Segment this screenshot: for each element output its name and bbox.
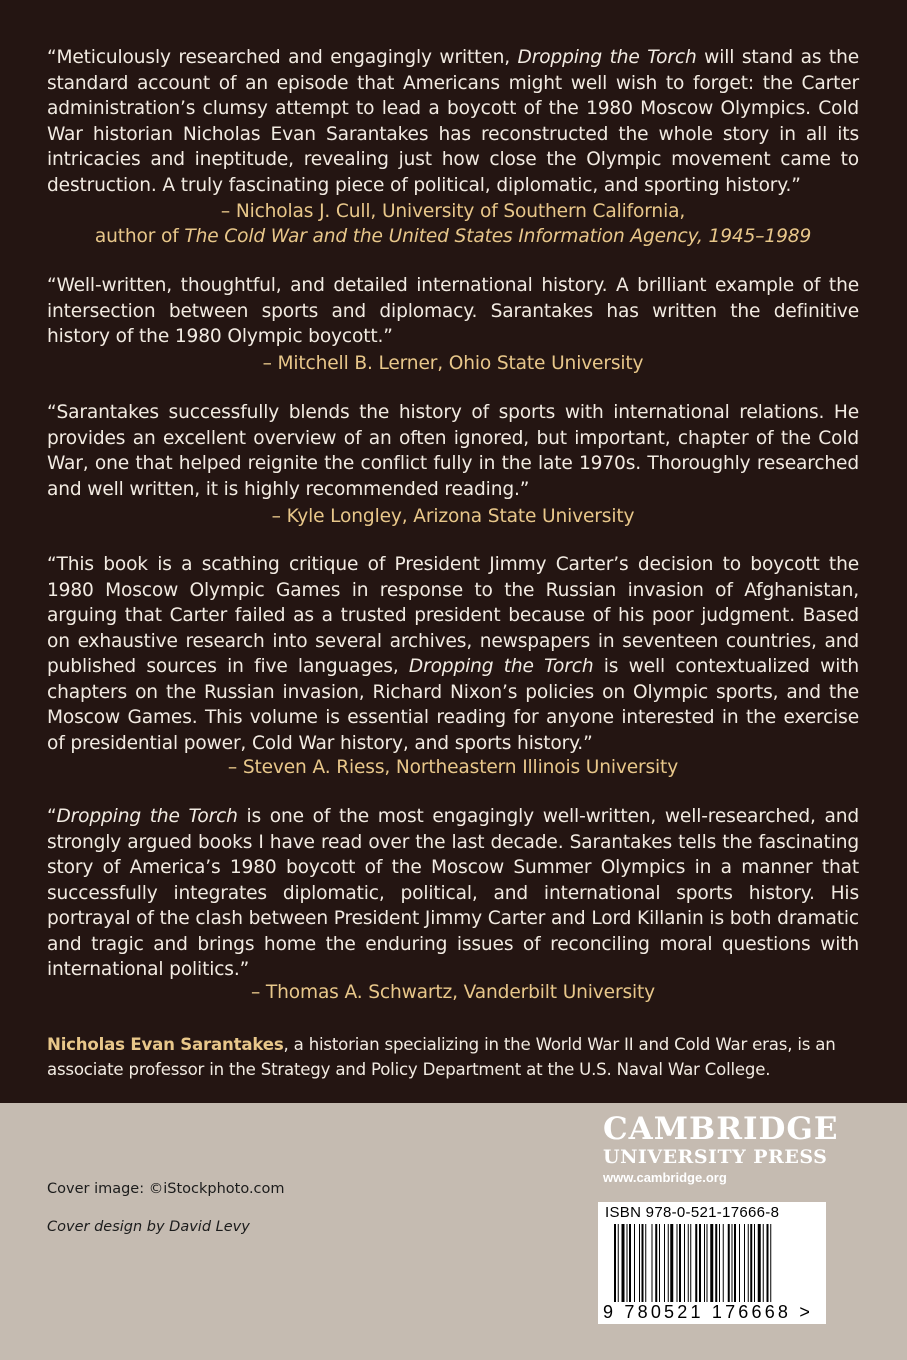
publisher-subtitle: UNIVERSITY PRESS [603,1146,828,1168]
review-quote-4: “This book is a scathing critique of President Jimmy Carter’s decision to boycott the 1980 Moscow Olympic Games in response to the Russian invasion of Afghanistan, arguing that Carter failed as a trusted president because of his poor judgment. Based on exhaustive research into several archives, newspapers in seventeen countries, and published sources in five languages, Dropping the Torch is well contextualized with chapters on the Russian invasion, Richard Nixon’s policies on Olympic sports, and the Moscow Games. This volume is essential reading for anyone interested in the exercise of presidential power, Cold War history, and sports history.” [47,554,859,754]
review-attribution-1: – Nicholas J. Cull, University of Southern California, [220,201,686,222]
isbn-label: ISBN 978-0-521-17666-8 [605,1204,780,1221]
review-attribution-3: – Kyle Longley, Arizona State University [271,506,635,527]
barcode-bars-icon [614,1224,810,1302]
author-bio: Nicholas Evan Sarantakes, a historian specializing in the World War II and Cold War eras, is an associate professor in the Strategy and Policy Department at the U.S. Naval War College. [47,1035,836,1079]
publisher-name: CAMBRIDGE [603,1111,839,1147]
barcode-digits: 9 780521 176668 > [603,1302,814,1322]
review-quote-3: “Sarantakes successfully blends the history of sports with international relations. He provides an excellent overview of an often ignored, but important, chapter of the Cold War, one that helped reignite the conflict fully in the late 1970s. Thoroughly researched and well written, it is highly recommended reading.” [47,402,859,500]
isbn-barcode [598,1202,826,1324]
review-quote-5: “Dropping the Torch is one of the most engagingly well-written, well-researched, and strongly argued books I have read over the last decade. Sarantakes tells the fascinating story of America’s 1980 boycott of the Moscow Summer Olympics in a manner that successfully integrates diplomatic, political, and international sports history. His portrayal of the clash between President Jimmy Carter and Lord Killanin is both dramatic and tragic and brings home the enduring issues of reconciling moral questions with international politics.” [47,806,859,980]
cover-design-credit: Cover design by David Levy [47,1219,250,1235]
publisher-logo [603,1111,839,1168]
review-attribution-5: – Thomas A. Schwartz, Vanderbilt University [251,982,655,1003]
author-name: Nicholas Evan Sarantakes [47,1035,284,1054]
review-quote-1: “Meticulously researched and engagingly written, Dropping the Torch will stand as the standard account of an episode that Americans might well wish to forget: the Carter administration’s clumsy attempt to lead a boycott of the 1980 Moscow Olympics. Cold War historian Nicholas Evan Sarantakes has reconstructed the whole story in all its intricacies and ineptitude, revealing just how close the Olympic movement came to destruction. A truly fascinating piece of political, diplomatic, and sporting history.” [47,47,860,196]
review-quote-2: “Well-written, thoughtful, and detailed international history. A brilliant example of the intersection between sports and diplomacy. Sarantakes has written the definitive history of the 1980 Olympic boycott.” [47,275,859,347]
cover-image-credit: Cover image: ©iStockphoto.com [47,1181,285,1197]
review-attribution-4: – Steven A. Riess, Northeastern Illinois University [227,757,679,778]
publisher-url: www.cambridge.org [603,1170,727,1185]
review-attribution-2: – Mitchell B. Lerner, Ohio State University [262,353,644,374]
review-attribution-1-book: author of The Cold War and the United States Information Agency, 1945–1989 [94,226,812,247]
